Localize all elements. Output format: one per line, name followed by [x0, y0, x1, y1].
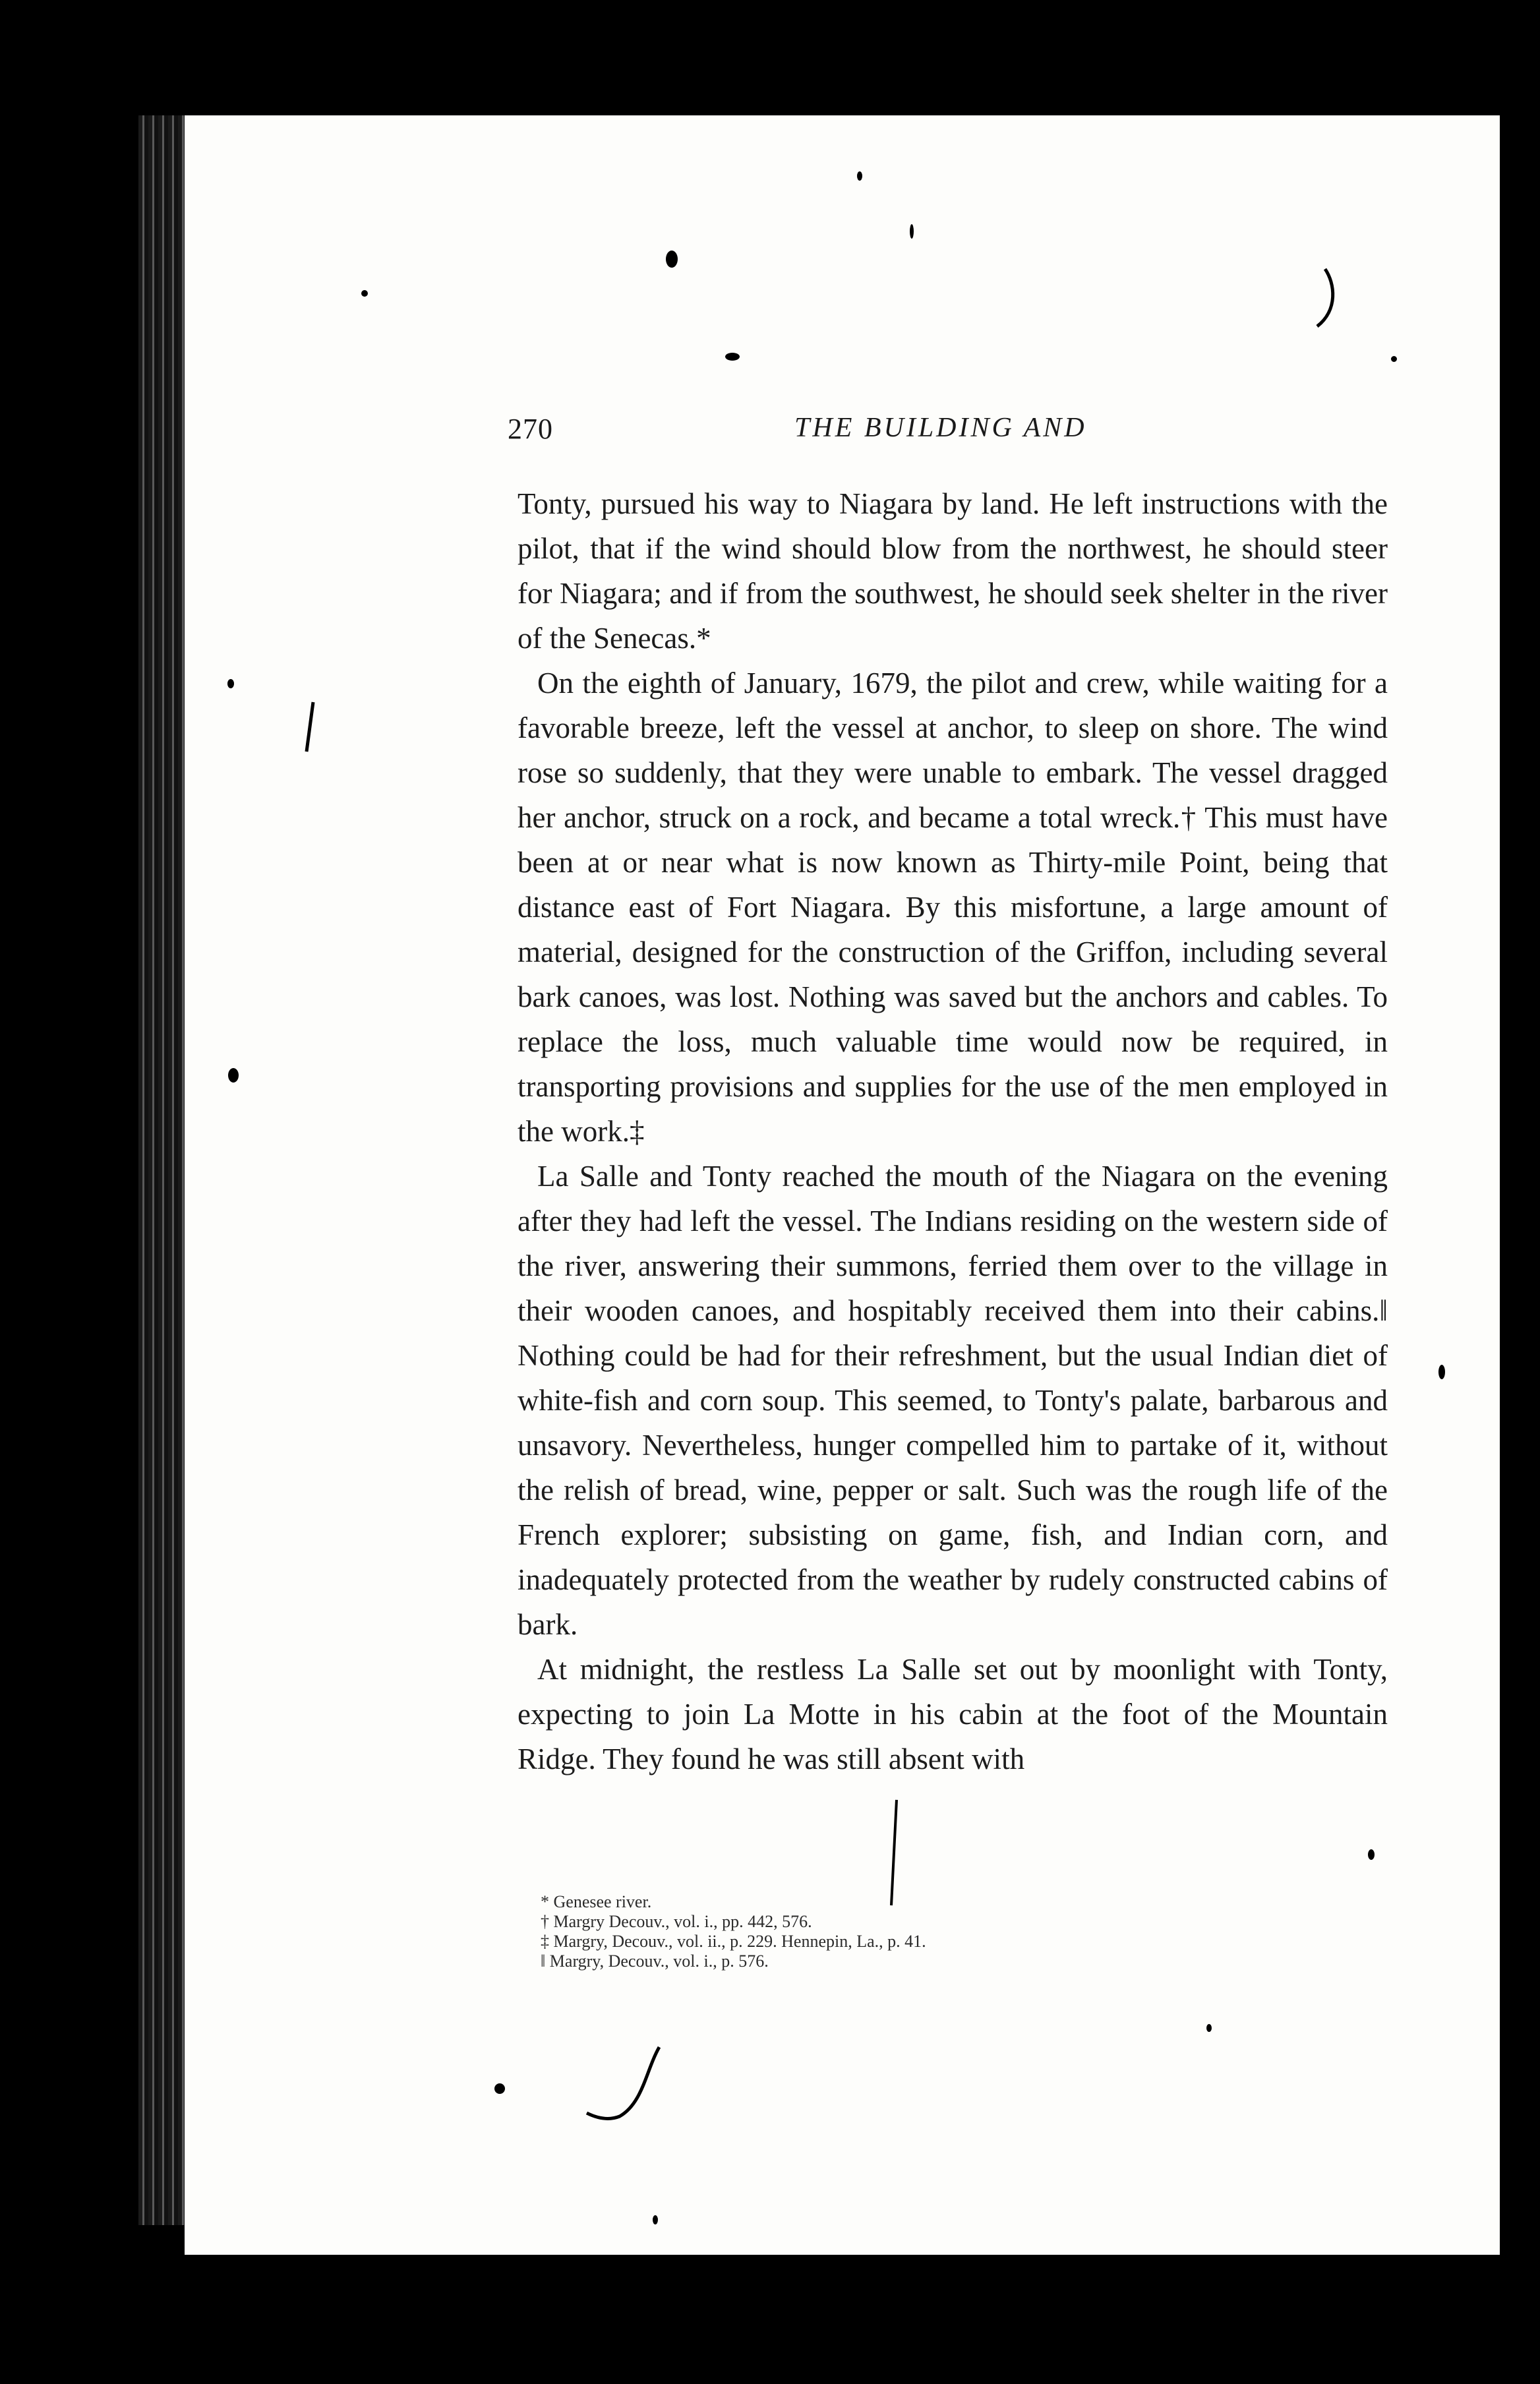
ink-mark — [297, 699, 323, 758]
body-text — [518, 481, 1388, 1781]
footnote-1: * Genesee river. — [541, 1892, 652, 1911]
footnote-4: ‖ Margry, Decouv., vol. i., p. 576. — [541, 1952, 769, 1971]
page-header — [508, 412, 1384, 465]
footnote-3: ‡ Margry, Decouv., vol. ii., p. 229. Hennepin, La., p. 41. — [541, 1932, 926, 1951]
ink-mark — [883, 1793, 936, 1912]
scan-speck — [857, 171, 862, 181]
ink-mark — [1299, 264, 1351, 336]
paragraph-3: La Salle and Tonty reached the mouth of the Niagara on the evening after they had left the vessel. The Indians residing on the western side of the river, answering their summons, ferried them over to the village in their wooden canoes, and hospitably received them into their cabins.‖ Nothing could be had for their refreshment, but the usual Indian diet of white-fish and corn soup. This seemed, to Tonty's palate, barbarous and unsavory. Nevertheless, hunger compelled him to partake of it, without the relish of bread, wine, pepper or salt. Such was the rough life of the French explorer; subsisting on game, fish, and Indian corn, and inadequately protected from the weather by rudely constructed cabins of bark. — [518, 1160, 1388, 1641]
scan-speck — [228, 1068, 239, 1083]
scan-speck — [494, 2083, 505, 2094]
paragraph-2: On the eighth of January, 1679, the pilot and crew, while waiting for a favorable breeze, left the vessel at anchor, to sleep on shore. The wind rose so suddenly, that they were unable to embark. The vessel dragged her anchor, struck on a rock, and became a total wreck.† This must have been at or near what is now known as Thirty-mile Point, being that distance east of Fort Niagara. By this misfortune, a large amount of material, designed for the construction of the Griffon, including several bark canoes, was lost. Nothing was saved but the anchors and cables. To replace the loss, much valuable time would now be required, in transporting provisions and supplies for the use of the men employed in the work.‡ — [518, 667, 1388, 1148]
page-number: 270 — [508, 413, 553, 445]
scan-speck — [227, 679, 234, 688]
book-binding-shadow — [0, 0, 138, 2384]
page-edge-stack — [138, 115, 185, 2225]
paragraph-4: At midnight, the restless La Salle set out by moonlight with Tonty, expecting to join La Motte in his cabin at the foot of the Mountain Ridge. They found he was still absent with — [518, 1653, 1388, 1775]
scan-speck — [361, 290, 368, 297]
scan-speck — [1368, 1849, 1375, 1860]
scan-speck — [910, 224, 914, 239]
scan-speck — [725, 353, 740, 361]
footnote-2: † Margry Decouv., vol. i., pp. 442, 576. — [541, 1912, 812, 1931]
scan-speck — [1391, 356, 1397, 362]
scan-speck — [1206, 2024, 1212, 2032]
paragraph-1: Tonty, pursued his way to Niagara by land. He left instructions with the pilot, that if the wind should blow from the northwest, he should steer for Niagara; and if from the southwest, he should seek shelter in the river of the Senecas.* — [518, 487, 1388, 655]
scan-speck — [666, 251, 678, 268]
ink-mark — [580, 2044, 679, 2130]
scan-speck — [1438, 1365, 1445, 1379]
scan-speck — [653, 2215, 658, 2224]
running-head: THE BUILDING AND — [794, 413, 1087, 443]
